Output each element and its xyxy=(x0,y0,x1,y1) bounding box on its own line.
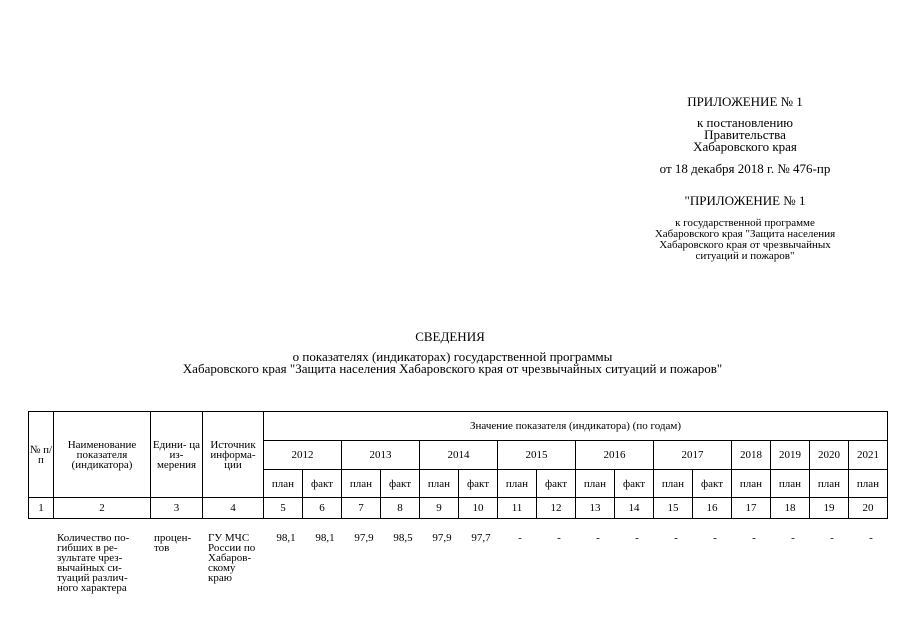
col-number: 9 xyxy=(420,498,459,519)
plan-header: план xyxy=(264,470,303,498)
col-number: 11 xyxy=(498,498,537,519)
col-number: 5 xyxy=(264,498,303,519)
year-header: 2014 xyxy=(420,441,498,470)
col-number: 8 xyxy=(381,498,420,519)
col-number: 10 xyxy=(459,498,498,519)
col-number: 17 xyxy=(732,498,771,519)
resolution-date: от 18 декабря 2018 г. № 476-пр xyxy=(659,161,831,176)
to-resolution-line: к постановлению xyxy=(696,115,794,130)
row-name-line: зультате чрез- xyxy=(57,552,123,564)
row-value: 98,1 xyxy=(315,532,335,544)
col-number: 14 xyxy=(615,498,654,519)
program-block xyxy=(610,218,880,262)
row-value: - xyxy=(752,532,756,544)
program-line: к государственной программе xyxy=(675,217,815,229)
fact-header: факт xyxy=(303,470,342,498)
row-source-line: Хабаров- xyxy=(208,552,252,564)
fact-header: факт xyxy=(693,470,732,498)
year-header: 2013 xyxy=(342,441,420,470)
col-num-header: № п/п xyxy=(29,412,54,498)
col-number: 19 xyxy=(810,498,849,519)
col-number: 12 xyxy=(537,498,576,519)
fact-header: факт xyxy=(615,470,654,498)
col-unit-header: Едини- ца из- мерения xyxy=(151,412,203,498)
doc-subtitle-2: Хабаровского края "Защита населения Хабаровского края от чрезвычайных ситуаций и пожаров" xyxy=(182,361,723,376)
col-number: 18 xyxy=(771,498,810,519)
row-unit-line: тов xyxy=(154,542,170,554)
to-resolution-line: Правительства xyxy=(704,127,786,142)
col-number: 3 xyxy=(151,498,203,519)
year-header: 2020 xyxy=(810,441,849,470)
plan-header: план xyxy=(849,470,888,498)
col-number: 6 xyxy=(303,498,342,519)
plan-header: план xyxy=(342,470,381,498)
row-value: - xyxy=(869,532,873,544)
plan-header: план xyxy=(576,470,615,498)
row-value: 97,7 xyxy=(471,532,491,544)
fact-header: факт xyxy=(537,470,576,498)
row-source-line: краю xyxy=(208,572,232,584)
year-header: 2018 xyxy=(732,441,771,470)
year-header: 2017 xyxy=(654,441,732,470)
year-header: 2016 xyxy=(576,441,654,470)
row-unit-line: процен- xyxy=(154,532,192,544)
fact-header: факт xyxy=(381,470,420,498)
row-name-line: вычайных си- xyxy=(57,562,122,574)
row-name-line: туаций различ- xyxy=(57,572,128,584)
indicators-table xyxy=(28,411,888,519)
col-number: 16 xyxy=(693,498,732,519)
col-source-header: Источник информа- ции xyxy=(203,412,264,498)
col-number: 20 xyxy=(849,498,888,519)
row-source xyxy=(208,533,268,583)
plan-header: план xyxy=(771,470,810,498)
year-header: 2015 xyxy=(498,441,576,470)
row-value: - xyxy=(596,532,600,544)
row-value: - xyxy=(791,532,795,544)
col-number: 15 xyxy=(654,498,693,519)
row-value: - xyxy=(635,532,639,544)
row-value: - xyxy=(518,532,522,544)
row-value: 98,5 xyxy=(393,532,413,544)
col-number: 4 xyxy=(203,498,264,519)
row-unit xyxy=(154,533,204,553)
row-indicator-name xyxy=(57,533,152,593)
col-number: 7 xyxy=(342,498,381,519)
appendix2-title: "ПРИЛОЖЕНИЕ № 1 xyxy=(684,193,806,208)
plan-header: план xyxy=(810,470,849,498)
values-header: Значение показателя (индикатора) (по годам) xyxy=(264,412,888,441)
col-name-header: Наименование показателя (индикатора) xyxy=(54,412,151,498)
to-resolution-block xyxy=(640,117,850,153)
col-number: 2 xyxy=(54,498,151,519)
plan-header: план xyxy=(498,470,537,498)
row-value: - xyxy=(674,532,678,544)
col-number: 1 xyxy=(29,498,54,519)
row-source-line: скому xyxy=(208,562,236,574)
row-value: - xyxy=(830,532,834,544)
row-source-line: России по xyxy=(208,542,256,554)
appendix-title: ПРИЛОЖЕНИЕ № 1 xyxy=(687,94,803,109)
row-value: 97,9 xyxy=(354,532,374,544)
row-value: - xyxy=(557,532,561,544)
row-value: 98,1 xyxy=(276,532,296,544)
row-source-line: ГУ МЧС xyxy=(208,532,250,544)
row-name-line: ного характера xyxy=(57,582,127,594)
row-name-line: гибших в ре- xyxy=(57,542,118,554)
year-header: 2019 xyxy=(771,441,810,470)
year-header: 2021 xyxy=(849,441,888,470)
program-line: Хабаровского края "Защита населения xyxy=(654,228,836,240)
plan-header: план xyxy=(654,470,693,498)
plan-header: план xyxy=(732,470,771,498)
fact-header: факт xyxy=(459,470,498,498)
plan-header: план xyxy=(420,470,459,498)
to-resolution-line: Хабаровского края xyxy=(693,139,797,154)
year-header: 2012 xyxy=(264,441,342,470)
program-line: Хабаровского края от чрезвычайных xyxy=(659,239,831,251)
row-value: - xyxy=(713,532,717,544)
program-line: ситуаций и пожаров" xyxy=(695,250,795,262)
row-value: 97,9 xyxy=(432,532,452,544)
col-number: 13 xyxy=(576,498,615,519)
doc-subtitle-1: о показателях (индикаторах) государственной программы xyxy=(292,349,613,364)
row-name-line: Количество по- xyxy=(57,532,130,544)
doc-title: СВЕДЕНИЯ xyxy=(415,329,485,344)
